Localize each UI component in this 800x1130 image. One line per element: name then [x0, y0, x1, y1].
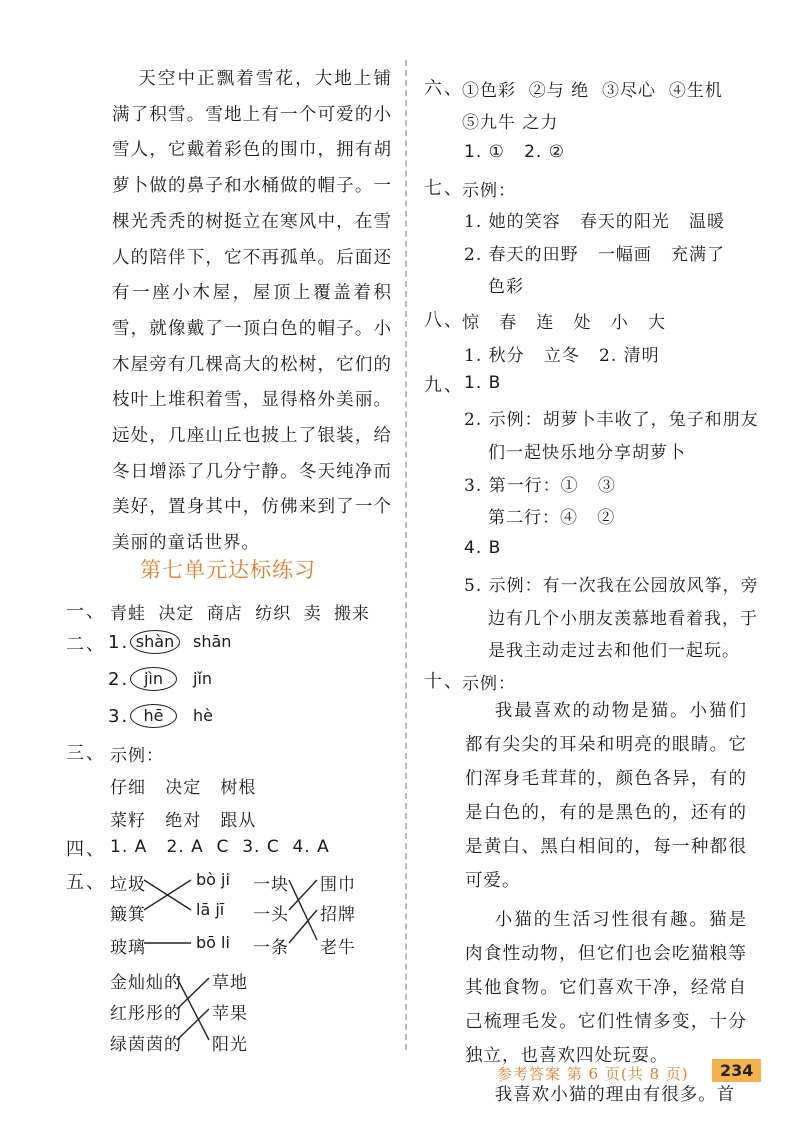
- page-number: 234: [712, 1059, 761, 1082]
- q10-paragraph-3: 我喜欢小猫的理由有很多。首: [494, 1085, 736, 1105]
- passage-winter: [112, 62, 392, 562]
- q7-intro: 示例：: [462, 181, 516, 201]
- q5-pinyin-2: lā jī: [196, 900, 225, 919]
- q9-l9: 是我主动走过去和他们一起玩。: [488, 641, 740, 661]
- match-line: [144, 880, 191, 910]
- q2-label: 二、: [66, 634, 106, 655]
- q5-obj-3: 阳光: [212, 1035, 248, 1055]
- match-line: [289, 880, 317, 910]
- q6-line3: 1. ① 2. ②: [464, 142, 565, 162]
- q10-intro: 示例：: [462, 674, 516, 694]
- match-line: [289, 880, 317, 940]
- q8-line1: 惊 春 连 处 小 大: [462, 313, 667, 333]
- q2-item1-other: shān: [193, 632, 232, 651]
- q5-word-2: 簸箕: [110, 905, 146, 925]
- q2-item2-circled: jìn: [130, 667, 177, 691]
- q10-paragraph-2: 小猫的生活习性很有趣。猫是肉食性动物，但它们也会吃猫粮等其他食物。它们喜欢干净，经常自己梳理毛发。它们性情多变，十分独立，也喜欢四处玩耍。: [465, 910, 747, 1066]
- q2-item3-num: 3.: [108, 706, 130, 727]
- q5-word-1: 垃圾: [110, 875, 146, 895]
- q5-noun-2: 招牌: [320, 905, 356, 925]
- q2-item2-num: 2.: [108, 669, 130, 690]
- q4-answer: 1. A 2. A C 3. C 4. A: [110, 837, 330, 857]
- q5-adj-3: 绿茵茵的: [110, 1035, 182, 1055]
- match-line: [144, 880, 191, 910]
- q5-measure-1: 一块: [253, 875, 289, 895]
- q9-l8: 边有几个小朋友羡慕地看着我，于: [488, 609, 758, 629]
- q10-paragraph-1: 我最喜欢的动物是猫。小猫们都有尖尖的耳朵和明亮的眼睛。它们浑身毛茸茸的，颜色各异，有的是白色的，有的是黑色的，还有的是黄白、黑白相间的，每一种都很可爱。: [465, 701, 747, 891]
- q10-label: 十、: [424, 671, 464, 692]
- q8-label: 八、: [424, 310, 464, 331]
- q5-adj-2: 红彤彤的: [110, 1004, 182, 1024]
- q1-answer: 青蛙 决定 商店 纺织 卖 搬来: [110, 604, 371, 624]
- q5-obj-1: 草地: [212, 973, 248, 993]
- q5-noun-1: 围巾: [320, 875, 356, 895]
- q5-word-3: 玻璃: [110, 938, 146, 958]
- q1-label: 一、: [66, 601, 106, 622]
- unit-title: 第七单元达标练习: [140, 558, 316, 582]
- q4-label: 四、: [66, 839, 106, 860]
- passage-winter-text: 天空中正飘着雪花，大地上铺满了积雪。雪地上有一个可爱的小雪人，它戴着彩色的围巾，拥有胡萝卜做的鼻子和水桶做的帽子。一棵光秃秃的树挺立在寒风中，在雪人的陪伴下，它不再孤单。后面还有一座小木屋，屋顶上覆盖着积雪，就像戴了一顶白色的帽子。小木屋旁有几棵高大的松树，它们的枝叶上堆积着雪，显得格外美丽。远处，几座山丘也披上了银装，给冬日增添了几分宁静。冬天纯净而美好，置身其中，仿佛来到了一个美丽的童话世界。: [112, 69, 392, 554]
- q5-noun-3: 老牛: [320, 938, 356, 958]
- q5-obj-2: 苹果: [212, 1004, 248, 1024]
- q2-item3-circled: hē: [130, 704, 177, 728]
- q9-l4: 3. 第一行：① ③: [464, 476, 616, 496]
- q3-row2: 菜籽 绝对 跟从: [110, 811, 257, 831]
- q5-measure-2: 一头: [253, 905, 289, 925]
- q3-row1: 仔细 决定 树根: [110, 778, 257, 798]
- q5-adj-1: 金灿灿的: [110, 973, 182, 993]
- q7-line1: 1. 她的笑容 春天的阳光 温暖: [464, 212, 726, 232]
- q9-l6: 4. B: [464, 538, 502, 558]
- q5-pinyin-3: bō li: [196, 933, 230, 952]
- q2-item3-other: hè: [193, 706, 213, 725]
- q5-pinyin-1: bò ji: [196, 870, 230, 889]
- q3-label: 三、: [66, 743, 106, 764]
- q9-l5: 第二行：④ ②: [488, 508, 616, 528]
- q10-essay: [465, 694, 747, 1112]
- q7-line2: 2. 春天的田野 一幅画 充满了: [464, 245, 726, 265]
- q6-label: 六、: [424, 78, 464, 99]
- q6-line1: ①色彩 ②与 绝 ③尽心 ④生机: [462, 81, 723, 101]
- q7-line3: 色彩: [488, 277, 524, 297]
- page-footer: [497, 1063, 757, 1085]
- q9-l7: 5. 示例：有一次我在公园放风筝，旁: [464, 576, 759, 596]
- q9-l2: 2. 示例：胡萝卜丰收了，兔子和朋友: [464, 410, 759, 430]
- q9-l1: 1. B: [464, 373, 502, 393]
- q9-l3: 们一起快乐地分享胡萝卜: [488, 443, 686, 463]
- q2-item2-other: jǐn: [193, 669, 213, 688]
- q8-line2: 1. 秋分 立冬 2. 清明: [464, 346, 660, 366]
- q2-item1-circled: shàn: [130, 630, 180, 654]
- q7-label: 七、: [424, 178, 464, 199]
- footer-label: 参考答案 第 6 页(共 8 页): [497, 1065, 689, 1083]
- q6-line2: ⑤九牛 之力: [462, 113, 559, 133]
- column-divider: [405, 60, 407, 1050]
- q5-measure-3: 一条: [253, 938, 289, 958]
- q9-label: 九、: [424, 375, 464, 396]
- match-line: [289, 910, 317, 943]
- q3-intro: 示例：: [110, 746, 164, 766]
- q2-item1-num: 1.: [108, 632, 130, 653]
- q5-label: 五、: [66, 872, 106, 893]
